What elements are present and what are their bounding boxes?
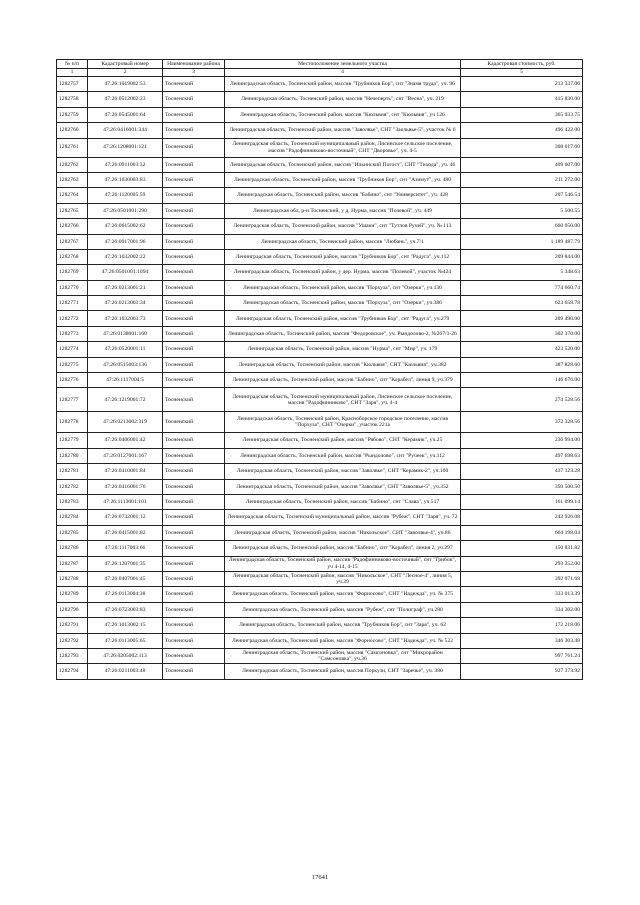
district-name: Тосненский — [163, 388, 225, 412]
cadastral-number: 47:26:0213002:319 — [88, 412, 163, 433]
row-number: 1282767 — [57, 234, 88, 249]
plot-location: Ленинградская область, Тосненский район, массив "Форносово", СНТ "Надежда", уч. № 522 — [225, 633, 461, 648]
page-number: 17641 — [311, 874, 329, 881]
district-name: Тосненский — [163, 265, 225, 280]
plot-location: Ленинградская область, Тосненский муниципальный район, Лисинское сельское поселение, массив "Радофинниково", СНТ "Заря", уч. 4-4 — [225, 388, 461, 412]
district-name: Тосненский — [163, 510, 225, 525]
district-name: Тосненский — [163, 296, 225, 311]
column-number-row — [57, 69, 583, 77]
district-name: Тосненский — [163, 433, 225, 448]
cadastral-cost: 146 676.00 — [461, 373, 583, 388]
plot-location: Ленинградская область, Тосненский район, массив "Рябово", СНТ "Керамик", уч.25 — [225, 433, 461, 448]
row-number: 1282769 — [57, 265, 88, 280]
plot-location: Ленинградская область, Тосненский район, массив "Радофинниково-восточный", снт "Грибок", уч 4-14, 4-15 — [225, 556, 461, 571]
cadastral-cost: 161 099.14 — [461, 494, 583, 509]
cadastral-number: 47:26:0415001:82 — [88, 525, 163, 540]
table-row — [57, 602, 583, 617]
cadastral-cost: 997 761.24 — [461, 648, 583, 663]
cadastral-cost: 437 123.28 — [461, 464, 583, 479]
column-number: 2 — [88, 69, 163, 77]
cadastral-number: 47:26:0515003:136 — [88, 357, 163, 372]
row-number: 1282763 — [57, 172, 88, 187]
row-number: 1282766 — [57, 219, 88, 234]
cadastral-cost: 236 994.00 — [461, 433, 583, 448]
cadastral-cost: 497 698.63 — [461, 448, 583, 463]
header-cadastral-cost: Кадастровая стоимость, руб. — [461, 60, 583, 69]
district-name: Тосненский — [163, 280, 225, 295]
row-number: 1282765 — [57, 203, 88, 218]
row-number: 1282770 — [57, 280, 88, 295]
plot-location: Ленинградская область, Тосненский район, массив "Федоровское", уч. Рындолово-2, №267/1-26 — [225, 326, 461, 341]
district-name: Тосненский — [163, 373, 225, 388]
cadastral-number: 47:26:0723003:83 — [88, 602, 163, 617]
row-number: 1282758 — [57, 92, 88, 107]
table-row — [57, 157, 583, 172]
plot-location: Ленинградская область, Тосненский район, массив Поркузи, СНТ "Заречье", уч. 380 — [225, 664, 461, 679]
row-number: 1282775 — [57, 357, 88, 372]
district-name: Тосненский — [163, 602, 225, 617]
district-name: Тосненский — [163, 664, 225, 679]
cadastral-cost: 242 926.08 — [461, 510, 583, 525]
row-number: 1282774 — [57, 342, 88, 357]
cadastral-number: 47:26:0416001:76 — [88, 479, 163, 494]
table-row — [57, 234, 583, 249]
district-name: Тосненский — [163, 326, 225, 341]
column-number: 3 — [163, 69, 225, 77]
cadastral-cost: 496 422.00 — [461, 123, 583, 138]
plot-location: Ленинградская область, Тосненский район, массив "Трубников Бор", снт "Знамя труда", уч. 96 — [225, 77, 461, 92]
cadastral-number: 47:26:0407001:45 — [88, 571, 163, 586]
cadastral-cost: 774 660.74 — [461, 280, 583, 295]
district-name: Тосненский — [163, 311, 225, 326]
cadastral-cost: 387 828.60 — [461, 357, 583, 372]
district-name: Тосненский — [163, 494, 225, 509]
cadastral-cost: 5 500.55 — [461, 203, 583, 218]
cadastral-number: 47:26:1208001:121 — [88, 138, 163, 157]
cadastral-cost: 392 071.68 — [461, 571, 583, 586]
table-row — [57, 296, 583, 311]
row-number: 1282760 — [57, 123, 88, 138]
plot-location: Ленинградская область, Тосненский район, массив "Трубников Бор", снт "Азимут", уч. 480 — [225, 172, 461, 187]
district-name: Тосненский — [163, 342, 225, 357]
row-number: 1282757 — [57, 77, 88, 92]
district-name: Тосненский — [163, 525, 225, 540]
table-row — [57, 587, 583, 602]
row-number: 1282772 — [57, 311, 88, 326]
district-name: Тосненский — [163, 138, 225, 157]
table-row — [57, 525, 583, 540]
cadastral-cost: 274 528.56 — [461, 388, 583, 412]
plot-location: Ленинградская область, Тосненский район, массив "Порхуза", снт "Озерки", уч.130 — [225, 280, 461, 295]
table-row — [57, 464, 583, 479]
table-row — [57, 479, 583, 494]
cadastral-cost: 333 013.39 — [461, 587, 583, 602]
cadastral-cost: 213 337.06 — [461, 77, 583, 92]
table-row — [57, 357, 583, 372]
row-number: 1282768 — [57, 249, 88, 264]
cadastral-number: 47:26:1219001:72 — [88, 388, 163, 412]
plot-location: Ленинградская область, Тосненский район, массив "Нечеперть", снт "Весна", уч. 219 — [225, 92, 461, 107]
plot-location: Ленинградская область, Тосненский район, массив "Никольское", СНТ "Лесное-4", линия 5, уч.29 — [225, 571, 461, 586]
row-number: 1282777 — [57, 388, 88, 412]
plot-location: Ленинградская область, Тосненский район, Красноборское городское поселение, массив "Порхуза", СНТ "Озерки", участок 221а — [225, 412, 461, 433]
row-number: 1282788 — [57, 571, 88, 586]
table-row — [57, 265, 583, 280]
table-row — [57, 342, 583, 357]
cadastral-number: 47:26:0211003:48 — [88, 664, 163, 679]
row-number: 1282771 — [57, 296, 88, 311]
cadastral-number: 47:26:1117003:66 — [88, 541, 163, 556]
district-name: Тосненский — [163, 92, 225, 107]
column-number: 4 — [225, 69, 461, 77]
cadastral-number: 47:26:0113004:38 — [88, 587, 163, 602]
district-name: Тосненский — [163, 648, 225, 663]
table-row — [57, 107, 583, 122]
district-name: Тосненский — [163, 234, 225, 249]
cadastral-number: 47:26:0205002:113 — [88, 648, 163, 663]
table-row — [57, 188, 583, 203]
cadastral-number: 47:26:1032002:22 — [88, 249, 163, 264]
row-number: 1282784 — [57, 510, 88, 525]
plot-location: Ленинградская область, Тосненский район, массив "Нурма", снт "Мир", уч. 179 — [225, 342, 461, 357]
cadastral-number: 47:26:0545001:64 — [88, 107, 163, 122]
district-name: Тосненский — [163, 123, 225, 138]
table-row — [57, 77, 583, 92]
header-row — [57, 60, 583, 69]
table-header — [57, 60, 583, 77]
row-number: 1282787 — [57, 556, 88, 571]
table-row — [57, 373, 583, 388]
cadastral-number: 47:26:0501001:290 — [88, 203, 163, 218]
cadastral-cost: 150 831.82 — [461, 541, 583, 556]
cadastral-number: 47:26:0512002:23 — [88, 92, 163, 107]
cadastral-cost: 5 348.63 — [461, 265, 583, 280]
district-name: Тосненский — [163, 571, 225, 586]
plot-location: Ленинградская область, Тосненский район, массив "Ушаки", снт "Тутлов Ручей", уч. № 113 — [225, 219, 461, 234]
table-row — [57, 388, 583, 412]
cadastral-number: 47:26:0501001:1094 — [88, 265, 163, 280]
cadastral-cost: 293 352.00 — [461, 556, 583, 571]
plot-location: Ленинградская область, Тосненский район, массив "Заволвье", СНТ "Керамик-2", уч.160 — [225, 464, 461, 479]
table-row — [57, 433, 583, 448]
table-row — [57, 172, 583, 187]
table-row — [57, 648, 583, 663]
cadastral-cost: 308 017.60 — [461, 138, 583, 157]
district-name: Тосненский — [163, 448, 225, 463]
plot-location: Ленинградская область, Тосненский район, массив "Форносово", СНТ "Надежда", уч. № 375 — [225, 587, 461, 602]
plot-location: Ленинградская область, Тосненский район, массив "Любань", уч.7/1 — [225, 234, 461, 249]
cadastral-number: 47:26:0113005:65 — [88, 633, 163, 648]
plot-location: Ленинградская область, Тосненский район, массив "Заволвье", СНТ "Заволвье-5", уч.352 — [225, 479, 461, 494]
column-number: 5 — [461, 69, 583, 77]
cadastral-number: 47:26:1032003:73 — [88, 311, 163, 326]
district-name: Тосненский — [163, 464, 225, 479]
plot-location: Ленинградская область, Тосненский муниципальный район, массив "Рубеж", СНТ "Заря", уч. 72 — [225, 510, 461, 525]
row-number: 1282782 — [57, 479, 88, 494]
cadastral-number: 47:26:1117004:5 — [88, 373, 163, 388]
table-row — [57, 556, 583, 571]
plot-location: Ленинградская область, Тосненский район, массив "Рубеж", снт "Полиграф", уч.280 — [225, 602, 461, 617]
plot-location: Ленинградская область, Тосненский район, массив "Трубников Бор", снт "Радуга", уч.112 — [225, 249, 461, 264]
cadastral-number: 47:26:0416001:344 — [88, 123, 163, 138]
row-number: 1282786 — [57, 541, 88, 556]
plot-location: Ленинградская область, Тосненский район, массив "Бабино", снт "Корабел", линия 9, уч.379 — [225, 373, 461, 388]
row-number: 1282792 — [57, 633, 88, 648]
table-row — [57, 280, 583, 295]
row-number: 1282762 — [57, 157, 88, 172]
cadastral-cost: 302 370.00 — [461, 326, 583, 341]
cadastral-number: 47:26:0911003:32 — [88, 157, 163, 172]
row-number: 1282783 — [57, 494, 88, 509]
cadastral-number: 47:26:0213001:21 — [88, 280, 163, 295]
district-name: Тосненский — [163, 618, 225, 633]
district-name: Тосненский — [163, 357, 225, 372]
cadastral-cost: 409 607.00 — [461, 157, 583, 172]
row-number: 1282793 — [57, 648, 88, 663]
plot-location: Ленинградская область, Тосненский район, массив "Кюльвия", снт "Кюльвия", уч 126 — [225, 107, 461, 122]
table-row — [57, 510, 583, 525]
table-row — [57, 412, 583, 433]
district-name: Тосненский — [163, 633, 225, 648]
row-number: 1282790 — [57, 602, 88, 617]
table-row — [57, 664, 583, 679]
row-number: 1282781 — [57, 464, 88, 479]
cadastral-cost: 623 658.78 — [461, 296, 583, 311]
cadastral-cost: 209 844.00 — [461, 249, 583, 264]
table-row — [57, 541, 583, 556]
table-row — [57, 311, 583, 326]
header-district: Наименование района — [163, 60, 225, 69]
plot-location: Ленинградская область, Тосненский район, массив "Бабино", снт "Университет", уч. 428 — [225, 188, 461, 203]
cadastral-cost: 660 050.00 — [461, 219, 583, 234]
row-number: 1282779 — [57, 433, 88, 448]
header-location: Местоположение земельного участка — [225, 60, 461, 69]
row-number: 1282761 — [57, 138, 88, 157]
table-row — [57, 494, 583, 509]
cadastral-cost: 415 830.00 — [461, 92, 583, 107]
cadastral-cost: 209 490.00 — [461, 311, 583, 326]
table-row — [57, 618, 583, 633]
district-name: Тосненский — [163, 219, 225, 234]
cadastral-number: 47:26:1207001:35 — [88, 556, 163, 571]
plot-location: Ленинградская область, Тосненский район, массив "Бабино", снт "Слава", уч.517 — [225, 494, 461, 509]
plot-location: Ленинградская область, Тосненский район, массив "Трубников Бор", снт "Радуга", уч.279 — [225, 311, 461, 326]
district-name: Тосненский — [163, 556, 225, 571]
district-name: Тосненский — [163, 541, 225, 556]
plot-location: Ленинградская область, Тосненский район, массив "Никольское", СНТ "Заволвье-4", уч.86 — [225, 525, 461, 540]
row-number: 1282773 — [57, 326, 88, 341]
cadastral-number: 47:26:1030003:83 — [88, 172, 163, 187]
plot-location: Ленинградская область, Тосненский район, массив "Трубников Бор", снт "Заря", уч. 62 — [225, 618, 461, 633]
cadastral-number: 47:26:1120005:59 — [88, 188, 163, 203]
cadastral-cost: 334 302.00 — [461, 602, 583, 617]
row-number: 1282785 — [57, 525, 88, 540]
row-number: 1282780 — [57, 448, 88, 463]
table-row — [57, 138, 583, 157]
table-row — [57, 203, 583, 218]
cadastral-number: 47:26:0520001:11 — [88, 342, 163, 357]
cadastral-cost: 211 272.00 — [461, 172, 583, 187]
district-name: Тосненский — [163, 172, 225, 187]
cadastral-number: 47:26:1113001:101 — [88, 494, 163, 509]
cadastral-number: 47:26:1019002:53 — [88, 77, 163, 92]
plot-location: Ленинградская обл, р-н Тосненский, у д. Нурма, массив "Полевой", уч. 449 — [225, 203, 461, 218]
cadastral-cost: 423 520.00 — [461, 342, 583, 357]
row-number: 1282759 — [57, 107, 88, 122]
cadastral-cost: 1 189 487.79 — [461, 234, 583, 249]
cadastral-number: 47:26:0615002:62 — [88, 219, 163, 234]
row-number: 1282794 — [57, 664, 88, 679]
district-name: Тосненский — [163, 479, 225, 494]
plot-location: Ленинградская область, Тосненский муниципальный район, Лисинское сельское поселение, массив "Радофинниково-восточный", СНТ "Дворовье", уч. 4-5 — [225, 138, 461, 157]
plot-location: Ленинградская область, Тосненский район, массив "Заволвье", СНТ "Заольвье-5", участок № 6 — [225, 123, 461, 138]
plot-location: Ленинградская область, Тосненский район, массив "Бабино", снт "Корабел", линия 2, уч.297 — [225, 541, 461, 556]
cadastral-number: 47:26:0138001:160 — [88, 326, 163, 341]
district-name: Тосненский — [163, 412, 225, 433]
cadastral-number: 47:26:0732001:12 — [88, 510, 163, 525]
district-name: Тосненский — [163, 587, 225, 602]
table-row — [57, 219, 583, 234]
cadastral-number: 47:26:0410001:84 — [88, 464, 163, 479]
table-body — [57, 77, 583, 680]
cadastral-cost: 927 373.92 — [461, 664, 583, 679]
table-row — [57, 326, 583, 341]
table-row — [57, 448, 583, 463]
plot-location: Ленинградская область, Тосненский район, массив "Самсоновка", снт "Микрорайон "Самсоновка", уч.36 — [225, 648, 461, 663]
cadastral-cost: 365 933.75 — [461, 107, 583, 122]
table-row — [57, 92, 583, 107]
cadastral-number: 47:26:0127001:167 — [88, 448, 163, 463]
row-number: 1282791 — [57, 618, 88, 633]
district-name: Тосненский — [163, 77, 225, 92]
plot-location: Ленинградская область, Тосненский район, у дер. Нурма, массив "Полевой", участок №424 — [225, 265, 461, 280]
row-number: 1282776 — [57, 373, 88, 388]
row-number: 1282789 — [57, 587, 88, 602]
cadastral-number: 47:26:0213003:34 — [88, 296, 163, 311]
header-cadastral-number: Кадастровый номер — [88, 60, 163, 69]
cadastral-cost: 207 546.54 — [461, 188, 583, 203]
district-name: Тосненский — [163, 157, 225, 172]
table-row — [57, 633, 583, 648]
cadastral-number: 47:26:0917001:96 — [88, 234, 163, 249]
row-number: 1282778 — [57, 412, 88, 433]
header-number: № п/п — [57, 60, 88, 69]
cadastral-number: 47:26:1013002:15 — [88, 618, 163, 633]
district-name: Тосненский — [163, 249, 225, 264]
cadastral-cost: 372 328.56 — [461, 412, 583, 433]
plot-location: Ленинградская область, Тосненский район, массив "Кюльвия", СНТ "Кюльвия", уч.382 — [225, 357, 461, 372]
row-number: 1282764 — [57, 188, 88, 203]
cadastral-cost: 664 198.04 — [461, 525, 583, 540]
table-row — [57, 123, 583, 138]
table-row — [57, 249, 583, 264]
cadastral-cost: 172 218.06 — [461, 618, 583, 633]
cadastral-number: 47:26:0406001:42 — [88, 433, 163, 448]
cadastral-cost: 350 500.50 — [461, 479, 583, 494]
district-name: Тосненский — [163, 107, 225, 122]
column-number: 1 — [57, 69, 88, 77]
cadastral-value-table — [56, 59, 583, 680]
table-row — [57, 571, 583, 586]
district-name: Тосненский — [163, 203, 225, 218]
plot-location: Ленинградская область, Тосненский район, массив "Рындолово", снт "Ручеек", уч.112 — [225, 448, 461, 463]
district-name: Тосненский — [163, 188, 225, 203]
cadastral-cost: 346 303.48 — [461, 633, 583, 648]
plot-location: Ленинградская область, Тосненский район, массив "Ильинский Погост", СНТ "Тихода", уч. 46 — [225, 157, 461, 172]
plot-location: Ленинградская область, Тосненский район, массив "Порхуза", снт "Озерки", уч.386 — [225, 296, 461, 311]
